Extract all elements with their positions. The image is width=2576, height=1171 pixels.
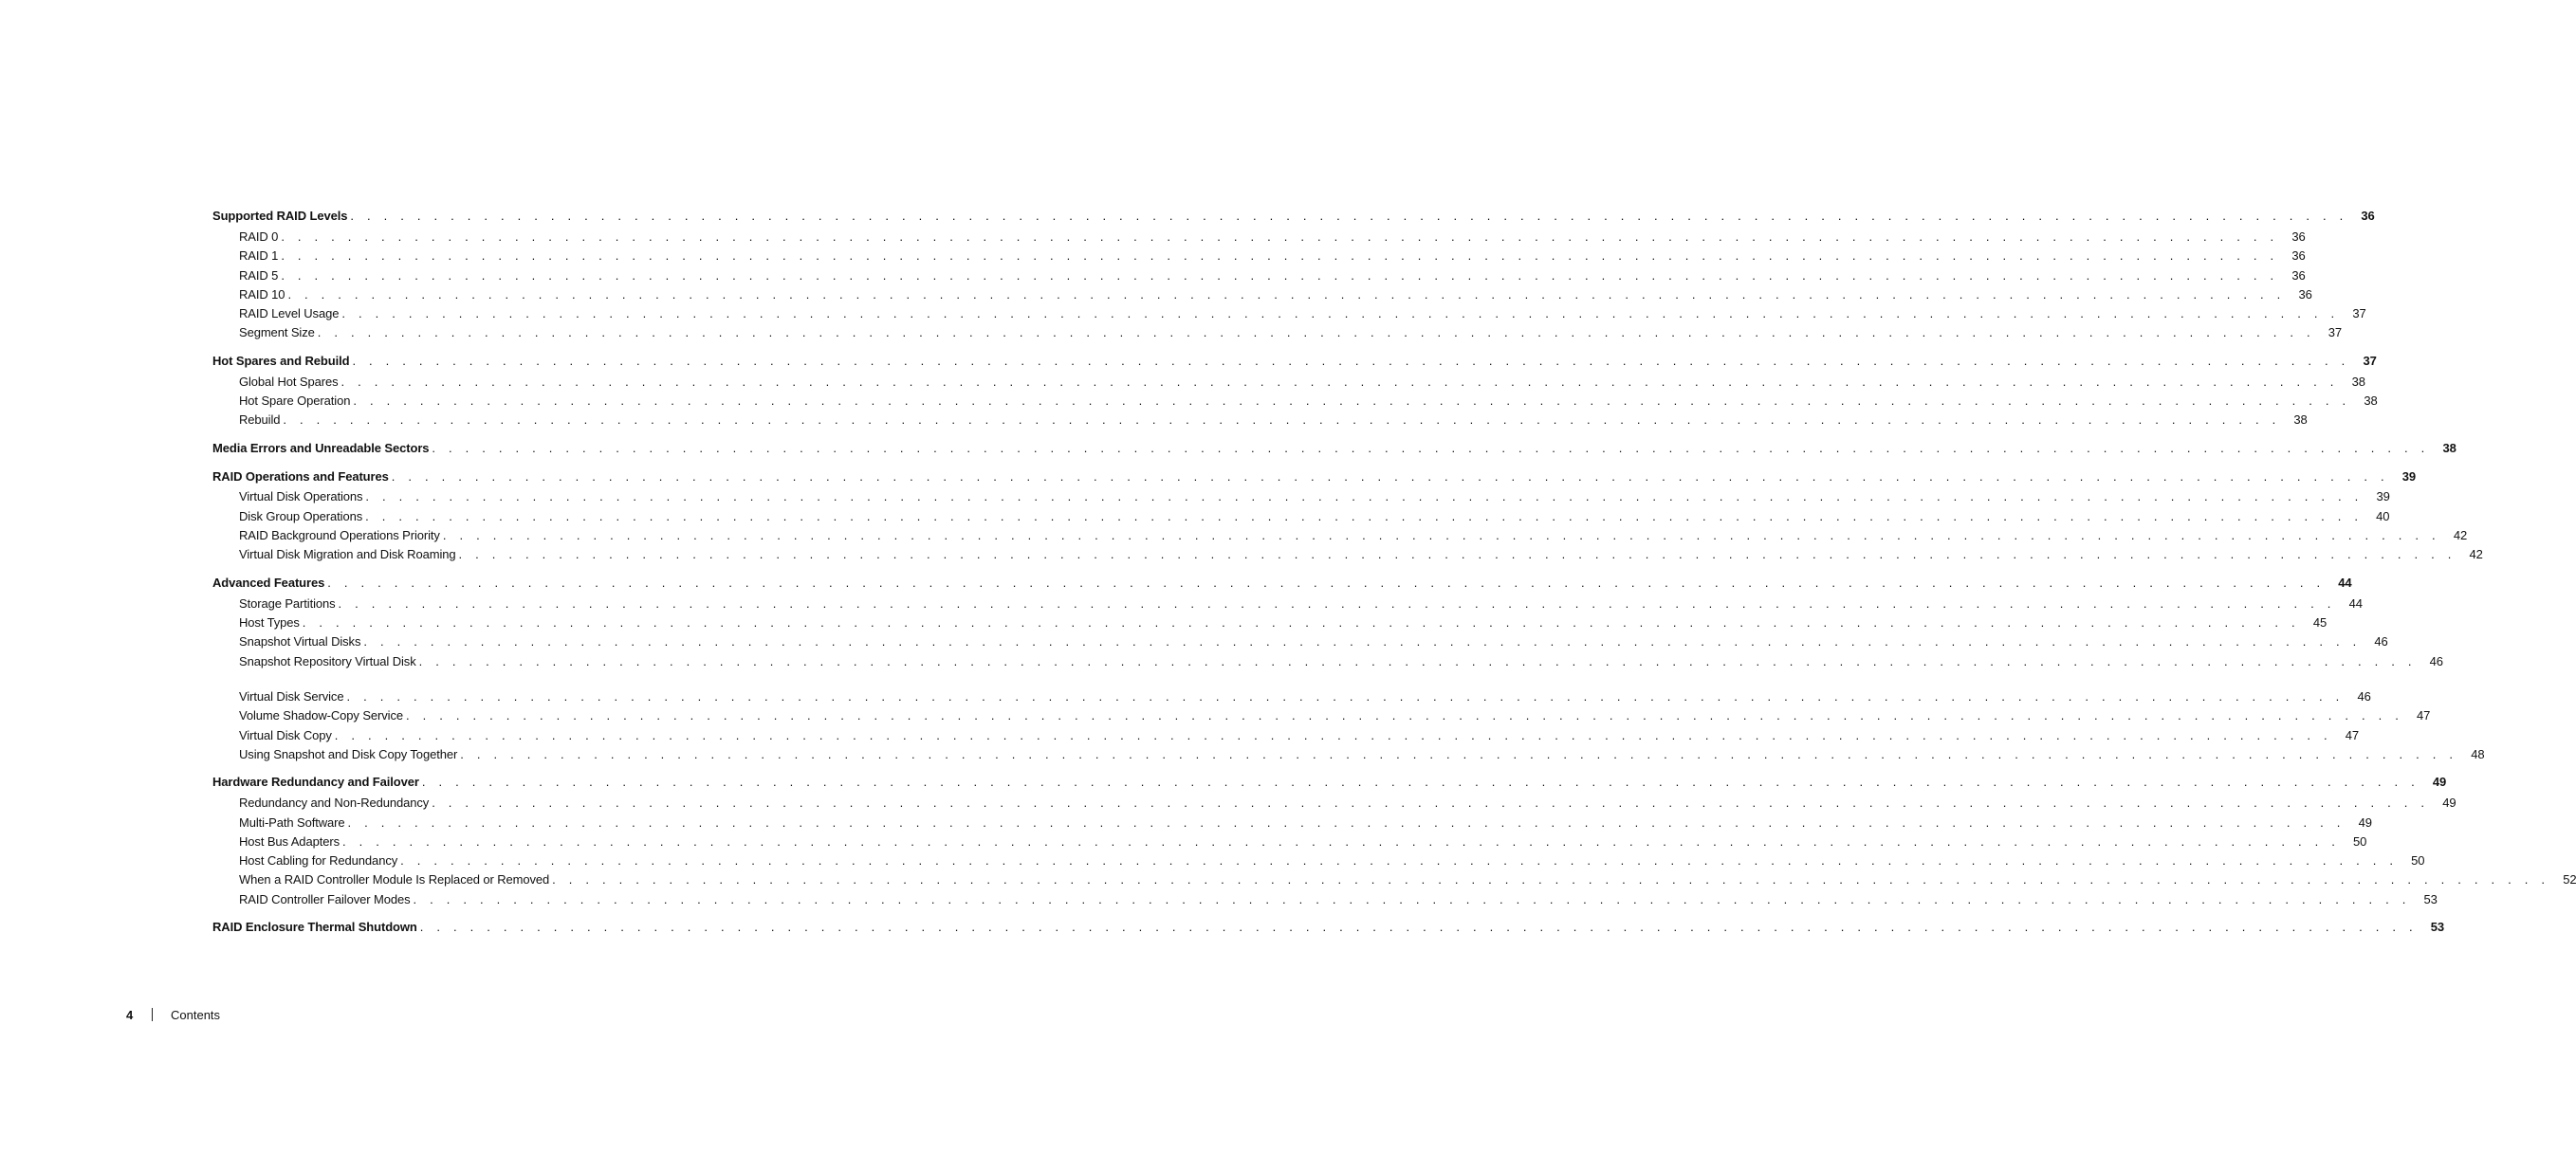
toc-page-number: 50	[2353, 834, 2367, 849]
toc-page-number: 37	[2328, 325, 2343, 339]
page-footer	[126, 1006, 220, 1023]
toc-entry-label: Disk Group Operations	[239, 509, 363, 523]
toc-subsection-entry[interactable]	[239, 488, 2390, 505]
toc-entry-label: Using Snapshot and Disk Copy Together	[239, 747, 458, 761]
toc-subsection-entry[interactable]	[239, 508, 2390, 525]
toc-entry-label: RAID 5	[239, 268, 279, 283]
toc-subsection-entry[interactable]	[239, 393, 2378, 410]
toc-section-entry[interactable]	[212, 919, 2445, 936]
toc-dot-leader: . . . . . . . . . . . . . . . . . . . . . . . . . . . . . . . . . . . . . . . . . . . . . . . . . . . . . . . . . . . . . . . . . . . . . . . . . . . . . . . . . . . . . . . . . . . . . . . . . . . . . . . . . . . . . . . . . . . . . . . .	[347, 815, 2346, 830]
toc-page-number: 39	[2401, 469, 2417, 484]
toc-page-number: 47	[2417, 708, 2431, 723]
toc-dot-leader: . . . . . . . . . . . . . . . . . . . . . . . . . . . . . . . . . . . . . . . . . . . . . . . . . . . . . . . . . . . . . . . . . . . . . . . . . . . . . . . . . . . . . . . . . . . . . . . . . . . . . . . . . . . . . . . . . . . . . . . .	[302, 615, 2300, 630]
toc-entry-label: Redundancy and Non-Redundancy	[239, 796, 430, 810]
toc-entry-label: Global Hot Spares	[239, 375, 339, 389]
footer-page-number: 4	[126, 1007, 134, 1022]
toc-page-number: 53	[2430, 920, 2445, 934]
toc-dot-leader: . . . . . . . . . . . . . . . . . . . . . . . . . . . . . . . . . . . . . . . . . . . . . . . . . . . . . . . . . . . . . . . . . . . . . . . . . . . . . . . . . . . . . . . . . . . . . . . . . . . . . . . . . . . . . . . . . . . . . . . .	[432, 441, 2430, 455]
toc-dot-leader: . . . . . . . . . . . . . . . . . . . . . . . . . . . . . . . . . . . . . . . . . . . . . . . . . . . . . . . . . . . . . . . . . . . . . . . . . . . . . . . . . . . . . . . . . . . . . . . . . . . . . . . . . . . . . . . . . . . . . . . .	[432, 796, 2430, 810]
toc-entry-label: Host Types	[239, 615, 300, 630]
toc-page-number: 49	[2358, 815, 2372, 830]
toc-dot-leader: . . . . . . . . . . . . . . . . . . . . . . . . . . . . . . . . . . . . . . . . . . . . . . . . . . . . . . . . . . . . . . . . . . . . . . . . . . . . . . . . . . . . . . . . . . . . . . . . . . . . . . . . . . . . . . . . . . . . . . . .	[352, 354, 2350, 368]
toc-entry-label: RAID Controller Failover Modes	[239, 892, 411, 906]
toc-section-entry[interactable]	[212, 575, 2352, 592]
toc-subsection-entry[interactable]	[239, 746, 2485, 763]
toc-page-number: 36	[2298, 287, 2312, 302]
toc-dot-leader: . . . . . . . . . . . . . . . . . . . . . . . . . . . . . . . . . . . . . . . . . . . . . . . . . . . . . . . . . . . . . . . . . . . . . . . . . . . . . . . . . . . . . . . . . . . . . . . . . . . . . . . . . . . . . . . . . . . . . . . .	[287, 287, 2286, 302]
toc-subsection-entry[interactable]	[239, 305, 2366, 322]
toc-dot-leader: . . . . . . . . . . . . . . . . . . . . . . . . . . . . . . . . . . . . . . . . . . . . . . . . . . . . . . . . . . . . . . . . . . . . . . . . . . . . . . . . . . . . . . . . . . . . . . . . . . . . . . . . . . . . . . . . . . . . . . . .	[391, 469, 2389, 484]
toc-dot-leader: . . . . . . . . . . . . . . . . . . . . . . . . . . . . . . . . . . . . . . . . . . . . . . . . . . . . . . . . . . . . . . . . . . . . . . . . . . . . . . . . . . . . . . . . . . . . . . . . . . . . . . . . . . . . . . . . . . . . . . . .	[458, 547, 2456, 561]
toc-entry-label: Hot Spare Operation	[239, 393, 351, 408]
toc-page-number: 50	[2411, 853, 2425, 868]
toc-dot-leader: . . . . . . . . . . . . . . . . . . . . . . . . . . . . . . . . . . . . . . . . . . . . . . . . . . . . . . . . . . . . . . . . . . . . . . . . . . . . . . . . . . . . . . . . . . . . . . . . . . . . . . . . . . . . . . . . . . . . . . . .	[406, 708, 2404, 723]
toc-dot-leader: . . . . . . . . . . . . . . . . . . . . . . . . . . . . . . . . . . . . . . . . . . . . . . . . . . . . . . . . . . . . . . . . . . . . . . . . . . . . . . . . . . . . . . . . . . . . . . . . . . . . . . . . . . . . . . . . . . . . . . . .	[419, 920, 2418, 934]
toc-subsection-entry[interactable]	[239, 727, 2360, 744]
toc-subsection-entry[interactable]	[239, 324, 2343, 341]
toc-subsection-entry[interactable]	[239, 527, 2468, 544]
toc-entry-label: Virtual Disk Migration and Disk Roaming	[239, 547, 456, 561]
toc-page-number: 52	[2563, 872, 2576, 887]
toc-subsection-entry[interactable]	[239, 412, 2308, 429]
toc-dot-leader: . . . . . . . . . . . . . . . . . . . . . . . . . . . . . . . . . . . . . . . . . . . . . . . . . . . . . . . . . . . . . . . . . . . . . . . . . . . . . . . . . . . . . . . . . . . . . . . . . . . . . . . . . . . . . . . . . . . . . . . .	[413, 892, 2411, 906]
toc-section-entry[interactable]	[212, 440, 2456, 457]
toc-entry-label: Hardware Redundancy and Failover	[212, 775, 419, 789]
toc-entry-label: RAID 10	[239, 287, 285, 302]
toc-page-number: 42	[2453, 528, 2468, 542]
toc-entry-label: Host Bus Adapters	[239, 834, 340, 849]
toc-entry-label: Snapshot Repository Virtual Disk	[239, 654, 416, 668]
toc-subsection-entry[interactable]	[239, 267, 2306, 284]
toc-dot-leader: . . . . . . . . . . . . . . . . . . . . . . . . . . . . . . . . . . . . . . . . . . . . . . . . . . . . . . . . . . . . . . . . . . . . . . . . . . . . . . . . . . . . . . . . . . . . . . . . . . . . . . . . . . . . . . . . . . . . . . . .	[418, 654, 2417, 668]
toc-subsection-entry[interactable]	[239, 891, 2438, 908]
toc-section-entry[interactable]	[212, 774, 2447, 791]
toc-entry-label: Rebuild	[239, 412, 281, 427]
toc-subsection-entry[interactable]	[239, 814, 2372, 832]
toc-page-number: 38	[2442, 441, 2456, 455]
toc-dot-leader: . . . . . . . . . . . . . . . . . . . . . . . . . . . . . . . . . . . . . . . . . . . . . . . . . . . . . . . . . . . . . . . . . . . . . . . . . . . . . . . . . . . . . . . . . . . . . . . . . . . . . . . . . . . . . . . . . . . . . . . .	[363, 634, 2362, 649]
toc-entry-label: Segment Size	[239, 325, 315, 339]
toc-subsection-entry[interactable]	[239, 871, 2576, 888]
toc-entry-label: RAID 0	[239, 229, 279, 244]
toc-dot-leader: . . . . . . . . . . . . . . . . . . . . . . . . . . . . . . . . . . . . . . . . . . . . . . . . . . . . . . . . . . . . . . . . . . . . . . . . . . . . . . . . . . . . . . . . . . . . . . . . . . . . . . . . . . . . . . . . . . . . . . . .	[341, 306, 2340, 320]
toc-entry-label: Host Cabling for Redundancy	[239, 853, 398, 868]
toc-entry-label: Virtual Disk Service	[239, 689, 344, 704]
toc-entry-label: Virtual Disk Operations	[239, 489, 363, 503]
toc-dot-leader: . . . . . . . . . . . . . . . . . . . . . . . . . . . . . . . . . . . . . . . . . . . . . . . . . . . . . . . . . . . . . . . . . . . . . . . . . . . . . . . . . . . . . . . . . . . . . . . . . . . . . . . . . . . . . . . . . . . . . . . .	[334, 728, 2332, 742]
toc-subsection-entry[interactable]	[239, 653, 2443, 670]
toc-subsection-entry[interactable]	[239, 286, 2312, 303]
toc-entry-label: Volume Shadow-Copy Service	[239, 708, 403, 723]
toc-subsection-entry[interactable]	[239, 247, 2306, 265]
toc-entry-label: RAID Operations and Features	[212, 469, 389, 484]
toc-section-entry[interactable]	[212, 468, 2417, 485]
toc-subsection-entry[interactable]	[239, 852, 2425, 869]
toc-dot-leader: . . . . . . . . . . . . . . . . . . . . . . . . . . . . . . . . . . . . . . . . . . . . . . . . . . . . . . . . . . . . . . . . . . . . . . . . . . . . . . . . . . . . . . . . . . . . . . . . . . . . . . . . . . . . . . . . . . . . . . . .	[421, 775, 2420, 789]
toc-page-number: 36	[2291, 229, 2306, 244]
toc-subsection-entry[interactable]	[239, 595, 2363, 613]
toc-dot-leader: . . . . . . . . . . . . . . . . . . . . . . . . . . . . . . . . . . . . . . . . . . . . . . . . . . . . . . . . . . . . . . . . . . . . . . . . . . . . . . . . . . . . . . . . . . . . . . . . . . . . . . . . . . . . . . . . . . . . . . . .	[442, 528, 2440, 542]
toc-page-number: 45	[2312, 615, 2328, 630]
toc-dot-leader: . . . . . . . . . . . . . . . . . . . . . . . . . . . . . . . . . . . . . . . . . . . . . . . . . . . . . . . . . . . . . . . . . . . . . . . . . . . . . . . . . . . . . . . . . . . . . . . . . . . . . . . . . . . . . . . . . . . . . . . .	[327, 576, 2326, 590]
toc-page-number: 46	[2374, 634, 2388, 649]
toc-dot-leader: . . . . . . . . . . . . . . . . . . . . . . . . . . . . . . . . . . . . . . . . . . . . . . . . . . . . . . . . . . . . . . . . . . . . . . . . . . . . . . . . . . . . . . . . . . . . . . . . . . . . . . . . . . . . . . . . . . . . . . . .	[460, 747, 2458, 761]
toc-subsection-entry[interactable]	[239, 374, 2365, 391]
toc-page-number: 48	[2471, 747, 2485, 761]
toc-subsection-entry[interactable]	[239, 633, 2388, 650]
toc-page-number: 38	[2351, 375, 2365, 389]
toc-subsection-entry[interactable]	[239, 833, 2367, 851]
toc-subsection-entry[interactable]	[239, 688, 2371, 705]
toc-dot-leader: . . . . . . . . . . . . . . . . . . . . . . . . . . . . . . . . . . . . . . . . . . . . . . . . . . . . . . . . . . . . . . . . . . . . . . . . . . . . . . . . . . . . . . . . . . . . . . . . . . . . . . . . . . . . . . . . . . . . . . . .	[365, 509, 2364, 523]
toc-entry-label: RAID Level Usage	[239, 306, 340, 320]
toc-section-entry[interactable]	[212, 208, 2375, 225]
toc-page-number: 36	[2361, 209, 2375, 223]
toc-page-number: 44	[2338, 576, 2352, 590]
toc-entry-label: RAID Background Operations Priority	[239, 528, 440, 542]
toc-entry-label: Multi-Path Software	[239, 815, 345, 830]
toc-dot-leader: . . . . . . . . . . . . . . . . . . . . . . . . . . . . . . . . . . . . . . . . . . . . . . . . . . . . . . . . . . . . . . . . . . . . . . . . . . . . . . . . . . . . . . . . . . . . . . . . . . . . . . . . . . . . . . . . . . . . . . . .	[338, 596, 2336, 611]
toc-page-number: 47	[2345, 728, 2360, 742]
toc-entry-label: Storage Partitions	[239, 596, 336, 611]
toc-page-number: 46	[2357, 689, 2371, 704]
toc-page-number: 36	[2291, 268, 2306, 283]
toc-page-number: 37	[2352, 306, 2366, 320]
toc-dot-leader: . . . . . . . . . . . . . . . . . . . . . . . . . . . . . . . . . . . . . . . . . . . . . . . . . . . . . . . . . . . . . . . . . . . . . . . . . . . . . . . . . . . . . . . . . . . . . . . . . . . . . . . . . . . . . . . . . . . . . . . .	[365, 489, 2364, 503]
toc-entry-label: Supported RAID Levels	[212, 209, 348, 223]
toc-page-number: 49	[2442, 796, 2456, 810]
toc-entry-label: Hot Spares and Rebuild	[212, 354, 350, 368]
toc-subsection-entry[interactable]	[239, 546, 2483, 563]
toc-dot-leader: . . . . . . . . . . . . . . . . . . . . . . . . . . . . . . . . . . . . . . . . . . . . . . . . . . . . . . . . . . . . . . . . . . . . . . . . . . . . . . . . . . . . . . . . . . . . . . . . . . . . . . . . . . . . . . . . . . . . . . . .	[353, 393, 2351, 408]
toc-subsection-entry[interactable]	[239, 614, 2328, 631]
toc-page-number: 38	[2293, 412, 2308, 427]
toc-page-number: 40	[2376, 509, 2390, 523]
toc-subsection-entry[interactable]	[239, 795, 2456, 812]
toc-dot-leader: . . . . . . . . . . . . . . . . . . . . . . . . . . . . . . . . . . . . . . . . . . . . . . . . . . . . . . . . . . . . . . . . . . . . . . . . . . . . . . . . . . . . . . . . . . . . . . . . . . . . . . . . . . . . . . . . . . . . . . . .	[340, 375, 2339, 389]
toc-dot-leader: . . . . . . . . . . . . . . . . . . . . . . . . . . . . . . . . . . . . . . . . . . . . . . . . . . . . . . . . . . . . . . . . . . . . . . . . . . . . . . . . . . . . . . . . . . . . . . . . . . . . . . . . . . . . . . . . . . . . . . . .	[400, 853, 2399, 868]
toc-page-number: 42	[2469, 547, 2483, 561]
footer-separator	[152, 1008, 153, 1021]
toc-page-number: 46	[2429, 654, 2443, 668]
toc-entry-label: Virtual Disk Copy	[239, 728, 332, 742]
toc-section-entry[interactable]	[212, 353, 2377, 370]
toc-page-number: 37	[2363, 354, 2377, 368]
toc-dot-leader: . . . . . . . . . . . . . . . . . . . . . . . . . . . . . . . . . . . . . . . . . . . . . . . . . . . . . . . . . . . . . . . . . . . . . . . . . . . . . . . . . . . . . . . . . . . . . . . . . . . . . . . . . . . . . . . . . . . . . . . .	[281, 248, 2279, 263]
toc-entry-label: Media Errors and Unreadable Sectors	[212, 441, 430, 455]
toc-dot-leader: . . . . . . . . . . . . . . . . . . . . . . . . . . . . . . . . . . . . . . . . . . . . . . . . . . . . . . . . . . . . . . . . . . . . . . . . . . . . . . . . . . . . . . . . . . . . . . . . . . . . . . . . . . . . . . . . . . . . . . . .	[317, 325, 2315, 339]
toc-subsection-entry[interactable]	[239, 707, 2431, 724]
toc-entry-label: Advanced Features	[212, 576, 325, 590]
toc-entry-label: Snapshot Virtual Disks	[239, 634, 361, 649]
toc-page-number: 36	[2291, 248, 2306, 263]
toc-dot-leader: . . . . . . . . . . . . . . . . . . . . . . . . . . . . . . . . . . . . . . . . . . . . . . . . . . . . . . . . . . . . . . . . . . . . . . . . . . . . . . . . . . . . . . . . . . . . . . . . . . . . . . . . . . . . . . . . . . . . . . . .	[281, 268, 2279, 283]
toc-page-number: 49	[2432, 775, 2447, 789]
toc-entry-label: RAID 1	[239, 248, 279, 263]
toc-page-number: 38	[2364, 393, 2378, 408]
toc-dot-leader: . . . . . . . . . . . . . . . . . . . . . . . . . . . . . . . . . . . . . . . . . . . . . . . . . . . . . . . . . . . . . . . . . . . . . . . . . . . . . . . . . . . . . . . . . . . . . . . . . . . . . . . . . . . . . . . . . . . . . . . .	[281, 229, 2279, 244]
toc-page-number: 44	[2348, 596, 2363, 611]
toc-subsection-entry[interactable]	[239, 229, 2306, 246]
toc-page-number: 53	[2423, 892, 2438, 906]
toc-dot-leader: . . . . . . . . . . . . . . . . . . . . . . . . . . . . . . . . . . . . . . . . . . . . . . . . . . . . . . . . . . . . . . . . . . . . . . . . . . . . . . . . . . . . . . . . . . . . . . . . . . . . . . . . . . . . . . . . . . . . . . . .	[350, 209, 2348, 223]
toc-entry-label: When a RAID Controller Module Is Replaced or Removed	[239, 872, 550, 887]
toc-dot-leader: . . . . . . . . . . . . . . . . . . . . . . . . . . . . . . . . . . . . . . . . . . . . . . . . . . . . . . . . . . . . . . . . . . . . . . . . . . . . . . . . . . . . . . . . . . . . . . . . . . . . . . . . . . . . . . . . . . . . . . . .	[552, 872, 2550, 887]
footer-section-label: Contents	[171, 1007, 221, 1022]
toc-dot-leader: . . . . . . . . . . . . . . . . . . . . . . . . . . . . . . . . . . . . . . . . . . . . . . . . . . . . . . . . . . . . . . . . . . . . . . . . . . . . . . . . . . . . . . . . . . . . . . . . . . . . . . . . . . . . . . . . . . . . . . . .	[283, 412, 2281, 427]
toc-entry-label: RAID Enclosure Thermal Shutdown	[212, 920, 417, 934]
toc-dot-leader: . . . . . . . . . . . . . . . . . . . . . . . . . . . . . . . . . . . . . . . . . . . . . . . . . . . . . . . . . . . . . . . . . . . . . . . . . . . . . . . . . . . . . . . . . . . . . . . . . . . . . . . . . . . . . . . . . . . . . . . .	[346, 689, 2345, 704]
toc-page-number: 39	[2376, 489, 2390, 503]
toc-dot-leader: . . . . . . . . . . . . . . . . . . . . . . . . . . . . . . . . . . . . . . . . . . . . . . . . . . . . . . . . . . . . . . . . . . . . . . . . . . . . . . . . . . . . . . . . . . . . . . . . . . . . . . . . . . . . . . . . . . . . . . . .	[341, 834, 2341, 849]
